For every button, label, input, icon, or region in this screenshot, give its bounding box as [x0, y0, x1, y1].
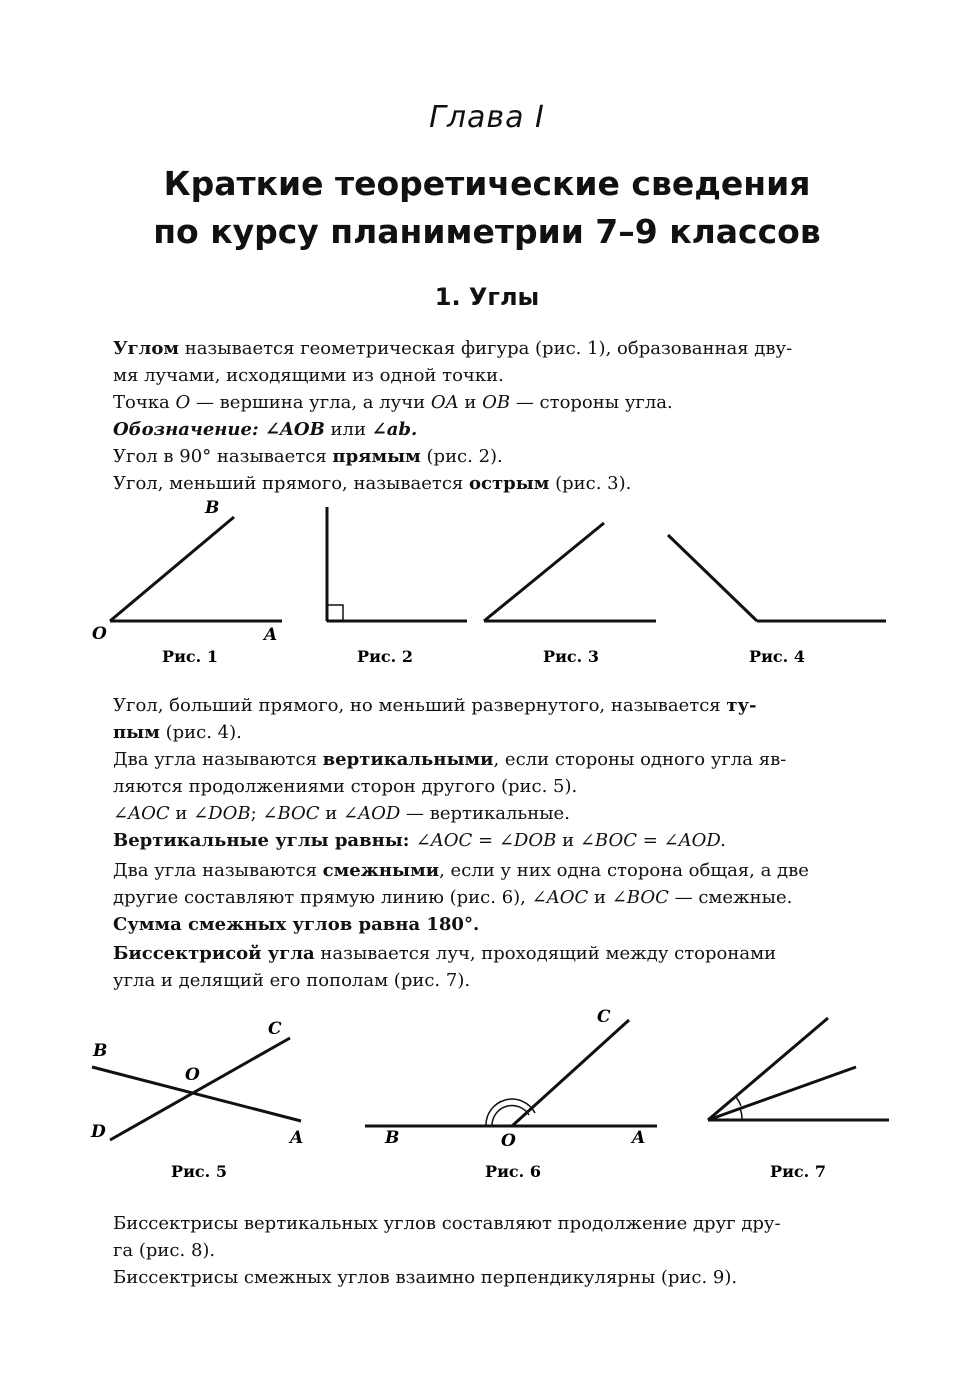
fig1-label-o: O	[92, 624, 107, 644]
fig3-caption: Рис. 3	[543, 647, 599, 666]
paragraph-adjacent-angles: Два угла называются смежными, если у них одна сторона общая, а две	[113, 860, 809, 881]
fig5-line-d-c	[110, 1038, 290, 1140]
paragraph-adjacent-bisectors: Биссектрисы смежных углов взаимно перпендикулярны (рис. 9).	[113, 1267, 738, 1288]
fig6-label-a: A	[632, 1128, 646, 1148]
fig4-caption: Рис. 4	[749, 647, 805, 666]
figures-row-2	[0, 1000, 974, 1190]
fig7-ray-bisector	[708, 1067, 856, 1120]
paragraph-obtuse-angle: Угол, больший прямого, но меньший развернутого, называется ту-	[113, 695, 757, 716]
fig5-label-d: D	[91, 1122, 106, 1142]
page-title	[0, 160, 974, 256]
title-line-2: по курсу планиметрии 7–9 классов	[153, 212, 821, 251]
fig6-caption: Рис. 6	[485, 1162, 541, 1181]
paragraph-vertex: Точка O — вершина угла, а лучи OA и OB — стороны угла.	[113, 392, 673, 413]
fig7-arc-2	[736, 1097, 741, 1106]
fig7-caption: Рис. 7	[770, 1162, 826, 1181]
fig6-ray-oc	[512, 1020, 629, 1126]
fig5-label-a: A	[290, 1128, 304, 1148]
paragraph-adjacent-angles-cont: другие составляют прямую линию (рис. 6), ∠AOC и ∠BOC — смежные.	[113, 887, 793, 908]
fig5-caption: Рис. 5	[171, 1162, 227, 1181]
paragraph-vertical-bisectors: Биссектрисы вертикальных углов составляют продолжение друг дру-	[113, 1213, 781, 1234]
paragraph-bisector-cont: угла и делящий его пополам (рис. 7).	[113, 970, 471, 991]
fig7-arc-1	[740, 1108, 742, 1120]
paragraph-vertical-angles-cont: ляются продолжениями сторон другого (рис. 5).	[113, 776, 578, 797]
fig5-label-o: O	[185, 1065, 200, 1085]
fig7-ray-upper	[708, 1018, 828, 1120]
paragraph-right-angle: Угол в 90° называется прямым (рис. 2).	[113, 446, 503, 467]
paragraph-angle-definition: Углом называется геометрическая фигура (рис. 1), образованная дву-	[113, 338, 793, 359]
paragraph-acute-angle: Угол, меньший прямого, называется острым (рис. 3).	[113, 473, 632, 494]
paragraph-vertical-pairs: ∠AOC и ∠DOB; ∠BOC и ∠AOD — вертикальные.	[113, 803, 570, 824]
fig6-label-b: B	[385, 1128, 400, 1148]
paragraph-adjacent-sum: Сумма смежных углов равна 180°.	[113, 914, 480, 935]
title-line-1: Краткие теоретические сведения	[163, 164, 811, 203]
paragraph-vertical-bisectors-cont: га (рис. 8).	[113, 1240, 216, 1261]
fig1-ray-ob	[110, 517, 234, 621]
fig3-ray-up	[484, 523, 604, 621]
fig2-caption: Рис. 2	[357, 647, 413, 666]
paragraph-angle-definition-cont: мя лучами, исходящими из одной точки.	[113, 365, 504, 386]
paragraph-bisector: Биссектрисой угла называется луч, проходящий между сторонами	[113, 943, 777, 964]
fig4-ray-up	[668, 535, 757, 621]
fig5-label-c: C	[268, 1019, 282, 1039]
fig5-label-b: B	[93, 1041, 108, 1061]
paragraph-vertical-angles: Два угла называются вертикальными, если стороны одного угла яв-	[113, 749, 787, 770]
fig1-caption: Рис. 1	[162, 647, 218, 666]
section-heading: 1. Углы	[434, 283, 540, 311]
figures-row-1	[0, 495, 974, 675]
fig1-label-b: B	[205, 498, 220, 518]
fig6-label-o: O	[501, 1131, 516, 1151]
paragraph-vertical-equal: Вертикальные углы равны: ∠AOC = ∠DOB и ∠BOC = ∠AOD.	[113, 830, 726, 851]
fig6-label-c: C	[597, 1007, 611, 1027]
chapter-heading: Глава I	[429, 100, 545, 135]
paragraph-obtuse-angle-cont: пым (рис. 4).	[113, 722, 242, 743]
paragraph-notation: Обозначение: ∠AOB или ∠ab.	[113, 419, 418, 440]
fig2-right-angle-mark	[327, 605, 343, 621]
fig1-label-a: A	[264, 625, 278, 645]
